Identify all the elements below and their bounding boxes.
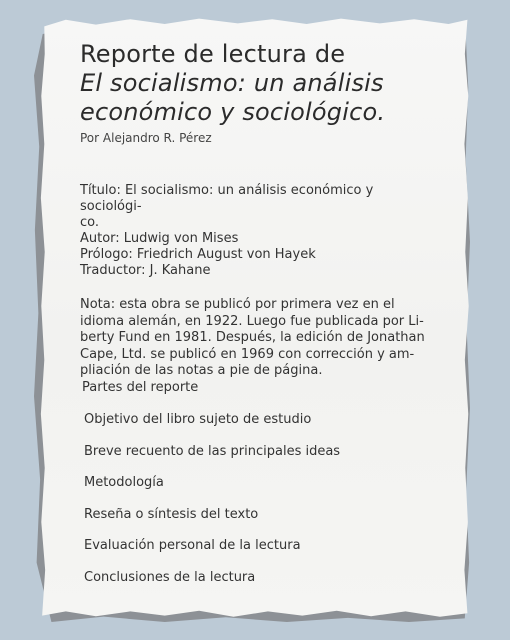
document-body <box>80 40 425 380</box>
title-line-3: económico y sociológico. <box>80 98 386 126</box>
parts-list-item: Metodología <box>84 475 164 490</box>
author-line: Por Alejandro R. Pérez <box>80 131 212 145</box>
title-line-1: Reporte de lectura de <box>80 40 346 68</box>
info-author: Autor: Ludwig von Mises <box>80 231 239 246</box>
note-line: Nota: esta obra se publicó por primera vez en el <box>80 297 395 312</box>
parts-list-item: Evaluación personal de la lectura <box>84 538 301 553</box>
parts-list-item: Breve recuento de las principales ideas <box>84 443 341 459</box>
info-title-line-1: Título: El socialismo: un análisis económico y sociológi- <box>80 183 374 214</box>
publication-note <box>80 297 425 380</box>
info-title-line-2: co. <box>80 215 100 230</box>
parts-list <box>84 411 340 600</box>
note-line: berty Fund en 1981. Después, la edición de Jonathan <box>80 330 425 345</box>
parts-list-item: Conclusiones de la lectura <box>84 569 256 585</box>
parts-list-item: Reseña o síntesis del texto <box>84 506 259 522</box>
parts-heading: Partes del reporte <box>82 380 199 395</box>
title-line-2: El socialismo: un análisis <box>80 69 384 97</box>
info-translator: Traductor: J. Kahane <box>80 263 211 278</box>
parts-list-item: Objetivo del libro sujeto de estudio <box>84 412 312 427</box>
info-prologue: Prólogo: Friedrich August von Hayek <box>80 247 316 262</box>
note-line: idioma alemán, en 1922. Luego fue publicada por Li- <box>80 313 424 329</box>
book-info <box>80 183 425 279</box>
note-line: Cape, Ltd. se publicó en 1969 con corrección y am- <box>80 346 415 362</box>
note-line: pliación de las notas a pie de página. <box>80 363 323 378</box>
